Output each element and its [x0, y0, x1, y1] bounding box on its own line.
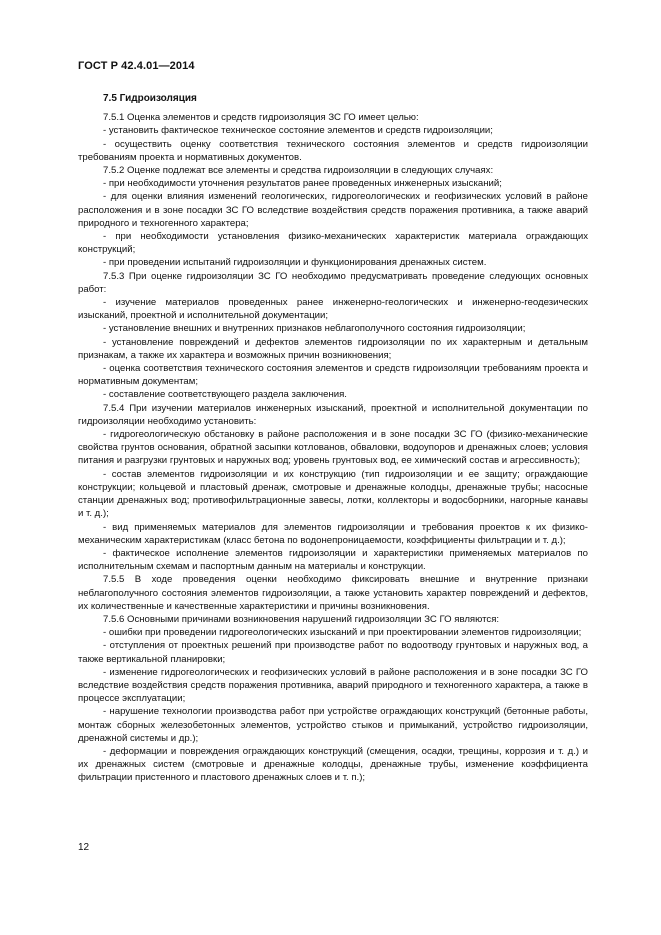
paragraph: - установление повреждений и дефектов элементов гидроизоляции по их характерным и детальным признакам, а также их характера и возможных причин возникновения; [78, 336, 588, 361]
paragraph: - состав элементов гидроизоляции и их конструкцию (тип гидроизоляции и ее защиту; ограждающие конструкции; кольцевой и пластовый дренаж, смотровые и дренажные колодцы, дренажные трубы; насосные станции дренажных вод; противофильтрационные завесы, лотки, коллекторы и водосборники, нагорные канавы и т. д.); [78, 468, 588, 520]
paragraph: - гидрогеологическую обстановку в районе расположения и в зоне посадки ЗС ГО (физико-механические свойства грунтов основания, обратной засыпки котлованов, обваловки, водоупоров и дренажных слоев; условия питания и разгрузки грунтовых и наружных вод; уровень грунтовых вод, ее химический состав и агрессивность); [78, 429, 588, 467]
paragraph: - отступления от проектных решений при производстве работ по водоотводу грунтовых и наружных вод, а также вертикальной планировки; [78, 640, 588, 665]
page-number: 12 [78, 842, 90, 853]
paragraph: - для оценки влияния изменений геологических, гидрогеологических и геофизических условий в районе расположения и в зоне посадки ЗС ГО вследствие воздействия средств поражения противника, а также аварий природного и техногенного характера; [78, 191, 588, 229]
document-header: ГОСТ Р 42.4.01—2014 [78, 60, 195, 72]
paragraph: 7.5.5 В ходе проведения оценки необходимо фиксировать внешние и внутренние признаки неблагополучного состояния элементов гидроизоляции, а также установить характер повреждений и дефектов, их количественные и качественные характеристики и причины возникновения. [78, 574, 588, 612]
paragraph: - установить фактическое техническое состояние элементов и средств гидроизоляции; [103, 125, 493, 137]
paragraph: - при проведении испытаний гидроизоляции и функционирования дренажных систем. [103, 257, 487, 269]
paragraph: 7.5.4 При изучении материалов инженерных изысканий, проектной и исполнительной документации по гидроизоляции необходимо установить: [78, 402, 588, 427]
paragraph: - оценка соответствия технического состояния элементов и средств гидроизоляции требованиям проекта и нормативным документам; [78, 363, 588, 388]
paragraph: - изменение гидрогеологических и геофизических условий в районе расположения и в зоне посадки ЗС ГО вследствие воздействия средств поражения противника, аварий природного и техногенного характера, а также в процессе эксплуатации; [78, 666, 588, 705]
paragraph: 7.5.6 Основными причинами возникновения нарушений гидроизоляции ЗС ГО являются: [103, 613, 500, 625]
paragraph: - нарушение технологии производства работ при устройстве ограждающих конструкций (бетонные работы, монтаж сборных железобетонных элементов, устройство стыков и примыканий, устройство гидроизоляции, дренажной системы и др.); [78, 706, 588, 744]
paragraph: - составление соответствующего раздела заключения. [103, 389, 347, 401]
paragraph: 7.5.1 Оценка элементов и средств гидроизоляция ЗС ГО имеет целью: [103, 112, 419, 124]
paragraph: - при необходимости установления физико-механических характеристик материала ограждающих конструкций; [78, 231, 588, 256]
paragraph: - фактическое исполнение элементов гидроизоляции и характеристики применяемых материалов по исполнительным схемам и паспортным данным на материалы и конструкции. [78, 547, 588, 573]
document-body [78, 92, 588, 785]
paragraph: 7.5.3 При оценке гидроизоляции ЗС ГО необходимо предусматривать проведение следующих основных работ: [78, 270, 588, 295]
paragraph: - вид применяемых материалов для элементов гидроизоляции и требования проектов к их физико-механическим характеристикам (класс бетона по водонепроницаемости, коэффициенты фильтрации и т. д.); [78, 521, 588, 546]
paragraph: - осуществить оценку соответствия технического состояния элементов и средств гидроизоляции требованиям проекта и нормативных документов. [78, 138, 588, 163]
paragraph: - деформации и повреждения ограждающих конструкций (смещения, осадки, трещины, коррозия и т. д.) и их дренажных систем (смотровые и дренажные колодцы, дренажные трубы, изменение коэффициента фильтрации пристенного и пластового дренажных слоев и т. п.); [78, 745, 588, 784]
paragraph: 7.5.2 Оценке подлежат все элементы и средства гидроизоляции в следующих случаях: [103, 165, 494, 177]
paragraph: - при необходимости уточнения результатов ранее проведенных инженерных изысканий; [103, 178, 502, 190]
paragraph: - изучение материалов проведенных ранее инженерно-геологических и инженерно-геодезических изысканий, проектной и исполнительной документации; [78, 297, 588, 322]
paragraph: - установление внешних и внутренних признаков неблагополучного состояния гидроизоляции; [103, 323, 526, 335]
paragraph: - ошибки при проведении гидрогеологических изысканий и при проектировании элементов гидроизоляции; [103, 627, 582, 639]
section-title: 7.5 Гидроизоляция [103, 93, 197, 104]
paragraph-list [78, 111, 588, 784]
